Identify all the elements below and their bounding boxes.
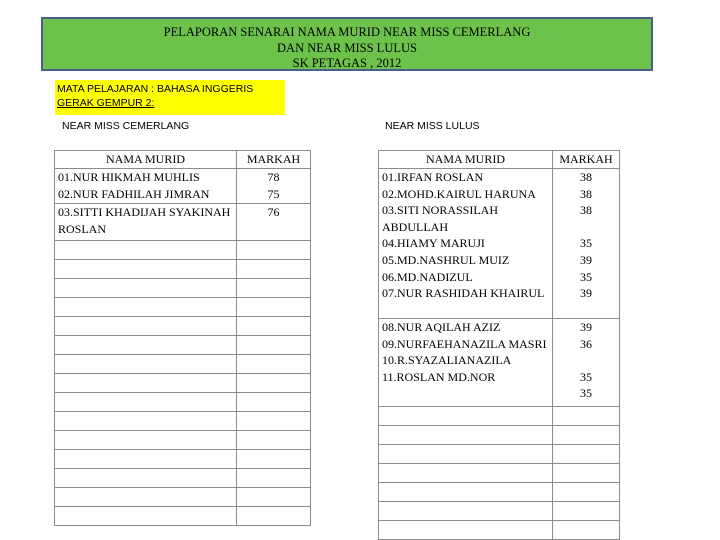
empty-cell <box>237 298 311 317</box>
student-name: 08.NUR AQILAH AZIZ <box>382 320 501 334</box>
empty-cell <box>237 412 311 431</box>
lulus-names-cell <box>379 319 553 407</box>
empty-cell <box>237 469 311 488</box>
empty-cell <box>237 431 311 450</box>
lulus-section-label: NEAR MISS LULUS <box>385 120 480 132</box>
subject-line: MATA PELAJARAN : BAHASA INGGERIS <box>57 83 254 95</box>
student-mark: 75 <box>267 186 280 201</box>
empty-cell <box>379 483 553 502</box>
subject-banner <box>55 80 285 115</box>
lulus-col-name-header: NAMA MURID <box>379 151 553 169</box>
student-mark: 35 <box>580 386 592 401</box>
empty-cell <box>553 483 620 502</box>
empty-cell <box>553 502 620 521</box>
empty-cell <box>55 450 237 469</box>
empty-cell <box>55 241 237 260</box>
empty-cell <box>55 507 237 526</box>
lulus-marks-cell <box>553 319 620 407</box>
student-mark: 36 <box>580 336 592 351</box>
report-title-line-3: SK PETAGAS , 2012 <box>292 56 402 70</box>
cemerlang-col-name-header: NAMA MURID <box>55 151 237 169</box>
empty-cell <box>55 469 237 488</box>
lulus-table <box>378 150 620 540</box>
cemerlang-table <box>54 150 311 526</box>
cemerlang-names-cell <box>55 169 237 204</box>
student-name: 11.ROSLAN MD.NOR <box>382 369 496 384</box>
empty-cell <box>55 355 237 374</box>
student-name: 07.NUR RASHIDAH KHAIRUL <box>382 286 545 301</box>
report-title-line-1: PELAPORAN SENARAI NAMA MURID NEAR MISS CEMERLANG <box>163 25 531 39</box>
empty-cell <box>55 431 237 450</box>
student-mark: 38 <box>580 170 592 184</box>
lulus-names-cell <box>379 169 553 319</box>
empty-cell <box>55 317 237 336</box>
empty-cell <box>553 521 620 540</box>
empty-cell <box>55 393 237 412</box>
empty-cell <box>237 241 311 260</box>
lulus-col-mark-header: MARKAH <box>553 151 620 169</box>
student-name: 01.NUR HIKMAH MUHLIS <box>58 170 200 184</box>
student-mark: 35 <box>580 269 592 284</box>
student-name: 06.MD.NADIZUL <box>382 269 473 284</box>
empty-cell <box>55 412 237 431</box>
student-mark: 78 <box>267 170 280 184</box>
student-name: 02.MOHD.KAIRUL HARUNA <box>382 186 536 201</box>
lulus-marks-cell <box>553 169 620 319</box>
empty-cell <box>379 502 553 521</box>
empty-cell <box>379 407 553 426</box>
student-name: 03.SITI NORASSILAH ABDULLAH <box>382 203 499 234</box>
student-mark: 38 <box>580 203 592 218</box>
empty-cell <box>55 279 237 298</box>
empty-cell <box>553 445 620 464</box>
empty-cell <box>55 298 237 317</box>
empty-cell <box>379 521 553 540</box>
empty-cell <box>379 445 553 464</box>
cemerlang-marks-cell <box>237 169 311 204</box>
student-mark: 38 <box>580 186 592 201</box>
empty-cell <box>237 450 311 469</box>
report-title-banner <box>41 17 653 71</box>
empty-cell <box>379 426 553 445</box>
student-mark: 35 <box>580 369 592 384</box>
student-name: 02.NUR FADHILAH JIMRAN <box>58 186 210 201</box>
student-name: 04.HIAMY MARUJI <box>382 236 485 251</box>
cemerlang-marks-cell <box>237 204 311 241</box>
empty-cell <box>237 260 311 279</box>
cemerlang-col-mark-header: MARKAH <box>237 151 311 169</box>
student-name: 05.MD.NASHRUL MUIZ <box>382 252 510 267</box>
student-mark: 35 <box>580 236 592 251</box>
cemerlang-names-cell <box>55 204 237 241</box>
student-name: 09.NURFAEHANAZILA MASRI <box>382 336 547 351</box>
student-mark: 39 <box>580 320 592 334</box>
empty-cell <box>237 317 311 336</box>
student-mark: 39 <box>580 286 592 301</box>
empty-cell <box>379 464 553 483</box>
empty-cell <box>55 488 237 507</box>
empty-cell <box>237 393 311 412</box>
student-name: 01.IRFAN ROSLAN <box>382 170 484 184</box>
empty-cell <box>553 426 620 445</box>
group-line: GERAK GEMPUR 2: <box>57 97 155 109</box>
student-name: 03.SITTI KHADIJAH SYAKINAH ROSLAN <box>58 205 231 236</box>
empty-cell <box>55 260 237 279</box>
empty-cell <box>237 279 311 298</box>
student-mark: 39 <box>580 252 592 267</box>
empty-cell <box>237 488 311 507</box>
empty-cell <box>553 407 620 426</box>
empty-cell <box>237 374 311 393</box>
empty-cell <box>55 374 237 393</box>
empty-cell <box>237 336 311 355</box>
report-title-line-2: DAN NEAR MISS LULUS <box>277 40 417 55</box>
student-name: 10.R.SYAZALIANAZILA <box>382 353 512 368</box>
student-mark: 76 <box>267 205 280 219</box>
empty-cell <box>553 464 620 483</box>
empty-cell <box>237 355 311 374</box>
empty-cell <box>237 507 311 526</box>
empty-cell <box>55 336 237 355</box>
cemerlang-section-label: NEAR MISS CEMERLANG <box>62 120 190 132</box>
